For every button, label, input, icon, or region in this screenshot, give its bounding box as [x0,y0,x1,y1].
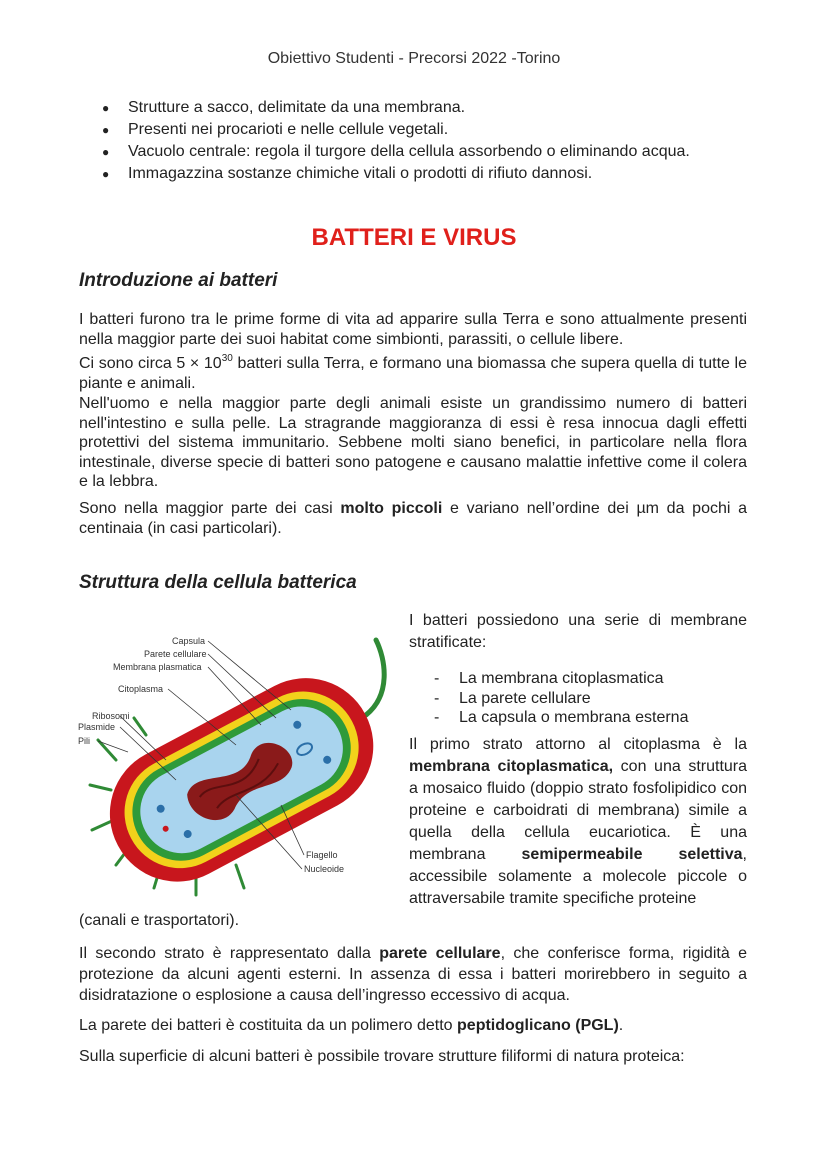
list-item: ● Strutture a sacco, delimitate da una membrana. [78,97,758,119]
vacuole-bullet-list [78,97,758,185]
label-membrana: Membrana plasmatica [113,662,202,672]
label-ribosomi: Ribosomi [92,711,130,721]
bacterial-cell-diagram [76,620,396,910]
list-item: ● Vacuolo centrale: regola il turgore della cellula assorbendo o eliminando acqua. [78,141,758,163]
list-item: - La capsula o membrana esterna [409,708,747,728]
intro-paragraph-2: Nell'uomo e nella maggior parte degli animali esiste un grandissimo numero di batteri nell'intestino e sulla pelle. La stragrande maggioranza di essi è resa innocua dagli effetti protettivi del sistema immunitario. Sebbene molti siano benefici, in particolare nella flora intestinale, diverse specie di batteri sono patogene e causano malattie infettive come il colera e la lebbra. [79,395,747,490]
label-flagello: Flagello [306,850,338,860]
membranes-intro: I batteri possiedono una serie di membrane stratificate: [409,612,747,651]
intro-paragraph-3: Sono nella maggior parte dei casi molto piccoli e variano nell’ordine dei µm da pochi a centinaia (in casi particolari). [79,500,748,537]
label-capsula: Capsula [172,636,206,646]
label-nucleoide: Nucleoide [304,864,345,874]
list-item: ● Presenti nei procarioti e nelle cellule vegetali. [78,119,758,141]
label-pili: Pili [78,736,91,746]
list-item: - La parete cellulare [409,689,747,709]
surface-structures-paragraph: Sulla superficie di alcuni batteri è possibile trovare strutture filiformi di natura proteica: [79,1048,685,1065]
peptidoglycan-paragraph: La parete dei batteri è costituita da un polimero detto peptidoglicano (PGL). [79,1017,624,1034]
structure-heading: Struttura della cellula batterica [79,572,357,593]
flagellum-shape [366,640,384,715]
list-item: - La membrana citoplasmatica [409,669,747,689]
membrane-paragraph: Il primo strato attorno al citoplasma è la membrana citoplasmatica, con una struttura a mosaico fluido (doppio strato fosfolipidico con proteine e carboidrati di membrana) simile a quella della cellula eucariotica. È una membrana semipermeabile selettiva, accessibile solamente a molecole piccole o attraversabile tramite specifiche proteine [409,736,748,907]
list-item: ● Immagazzina sostanze chimiche vitali o prodotti di rifiuto dannosi. [78,163,758,185]
cell-wall-paragraph: Il secondo strato è rappresentato dalla parete cellulare, che conferisce forma, rigidità e protezione da alcuni agenti esterni. In assenza di essa i batteri morirebbero in seguito a disidratazione o esplosione a causa dell’ingresso eccessivo di acqua. [79,945,747,1004]
membrane-layers-list [409,669,747,728]
page-header: Obiettivo Studenti - Precorsi 2022 -Torino [267,50,561,67]
intro-paragraph-1: I batteri furono tra le prime forme di vita ad apparire sulla Terra e sono attualmente presenti nella maggior parte dei suoi habitat come simbionti, parassiti, o cellule libere. Ci sono circa $5 \times 10^{30}$ batteri sulla Terra, e formano una biomassa che supera quella di tutte le piante e animali. [79,311,748,392]
label-plasmide: Plasmide [78,722,116,732]
intro-heading: Introduzione ai batteri [79,270,278,291]
label-citoplasma: Citoplasma [118,684,164,694]
membrane-paragraph-continuation: (canali e trasportatori). [79,912,240,929]
section-title: BATTERI E VIRUS [311,224,517,251]
label-parete: Parete cellulare [144,649,207,659]
